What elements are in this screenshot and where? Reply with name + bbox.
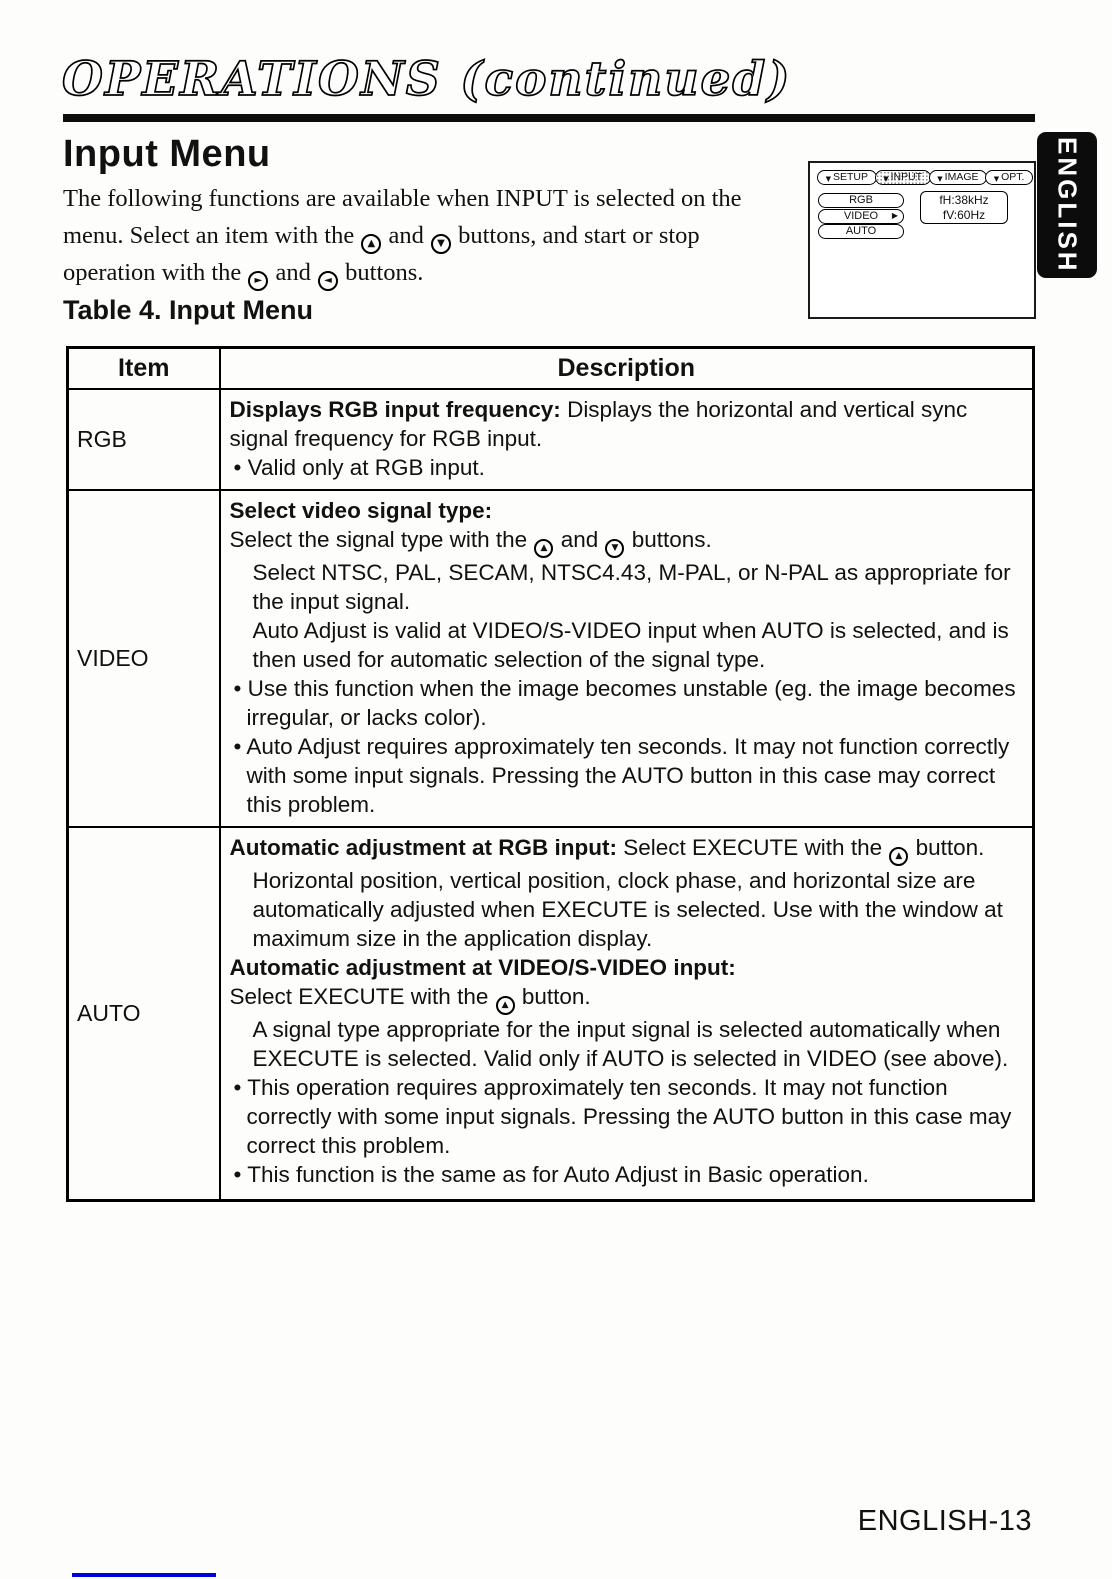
osd-tab-label: OPT. [1001,171,1025,184]
text-run: Auto Adjust requires approximately ten seconds. It may not function correctly with some input signals. Pressing the AUTO button in this case may correct this problem. [246,733,1010,817]
text-run: The following functions are available when INPUT is selected on the menu. Select an item with the [63,185,742,249]
down-arrow-button-icon: ▼ [431,234,451,254]
language-tab-label: ENGLISH [1052,136,1083,274]
page-header-title: OPERATIONS (continued) [62,52,792,107]
description-line [230,1160,1025,1189]
text-run: button. [515,983,591,1009]
text-run: button. [909,834,985,860]
table-row [68,389,1034,490]
text-run: Automatic adjustment at RGB input: [229,834,617,860]
osd-button-video [818,209,904,224]
description-line [230,525,1025,558]
osd-tab-image [929,170,987,185]
scan-artifact-line [72,1573,216,1577]
intro-paragraph [63,180,775,291]
tab-down-arrow-icon: ▼ [937,175,943,183]
osd-button-label: AUTO [845,225,877,237]
description-line [230,1073,1025,1160]
text-run: Displays the horizontal and vertical sync signal frequency for RGB input. [229,396,968,451]
column-header-description: Description [220,348,1034,389]
text-run: Horizontal position, vertical position, clock phase, and horizontal size are automatically adjusted when EXECUTE is selected. Use with the window at maximum size in the application display. [252,867,1003,951]
text-run: Select video signal type: [229,497,493,523]
header-rule [63,114,1035,122]
tab-down-arrow-icon: ▼ [883,175,889,183]
page-number: ENGLISH-13 [857,1505,1032,1537]
text-run: buttons. [339,259,424,286]
item-cell: AUTO [68,827,220,1201]
osd-tab-setup [817,170,877,185]
frequency-line: fV:60Hz [942,207,986,222]
osd-tab-label: IMAGE [944,171,979,184]
bullet-glyph: • [233,733,247,759]
text-run: and [382,222,430,249]
description-line [230,395,1025,453]
text-run: Displays RGB input frequency: [229,396,561,422]
up-arrow-button-icon: ▲ [889,847,908,866]
description-line [230,866,1025,953]
osd-tab-opt [985,170,1033,185]
description-line [230,833,1025,866]
text-run: Use this function when the image becomes unstable (eg. the image becomes irregular, or lacks color). [246,675,1016,730]
left-arrow-button-icon: ◄ [318,271,338,291]
description-line [230,953,1025,982]
osd-button-label: RGB [849,194,873,206]
up-arrow-button-icon: ▲ [496,996,515,1015]
osd-tab-label: SETUP [832,171,868,184]
text-run: Select EXECUTE with the [617,834,889,860]
description-line [230,1015,1025,1073]
osd-tab-input [875,170,931,185]
down-arrow-button-icon: ▼ [605,539,624,558]
text-run: buttons, and start or stop operation with the [63,222,700,286]
description-line [230,616,1025,674]
osd-button-auto [818,224,904,239]
text-run: Select NTSC, PAL, SECAM, NTSC4.43, M-PAL, or N-PAL as appropriate for the input signal. [252,559,1011,614]
column-header-item: Item [68,348,220,389]
tab-down-arrow-icon: ▼ [993,175,1000,183]
up-arrow-button-icon: ▲ [361,234,381,254]
description-cell [220,490,1034,827]
bullet-glyph: • [233,454,248,480]
text-run: A signal type appropriate for the input signal is selected automatically when EXECUTE is selected. Valid only if AUTO is selected in VIDEO (see above). [252,1016,1009,1071]
osd-menu-screenshot [808,161,1036,319]
text-run: This operation requires approximately ten seconds. It may not function correctly with some input signals. Pressing the AUTO button in this case may correct this problem. [246,1074,1012,1158]
table-row [68,827,1034,1201]
table-caption: Table 4. Input Menu [63,295,314,325]
osd-tab-label: INPUT [890,171,923,184]
description-line [230,732,1025,819]
text-run: buttons. [625,526,712,552]
item-cell: VIDEO [68,490,220,827]
frequency-line: fH:38kHz [939,192,989,207]
description-line [230,982,1025,1015]
language-tab [1037,132,1097,278]
text-run: Valid only at RGB input. [247,454,485,480]
section-title: Input Menu [63,133,271,175]
description-line [230,496,1025,525]
right-arrow-icon: ▶ [891,211,898,220]
text-run: and [554,526,605,552]
osd-tab-bar [817,170,1031,185]
text-run: This function is the same as for Auto Adjust in Basic operation. [247,1161,869,1187]
text-run: Automatic adjustment at VIDEO/S-VIDEO input: [229,954,736,980]
text-run: Auto Adjust is valid at VIDEO/S-VIDEO input when AUTO is selected, and is then used for automatic selection of the signal type. [252,617,1009,672]
text-run: Select the signal type with the [229,526,534,552]
bullet-glyph: • [233,675,248,701]
right-arrow-button-icon: ► [248,271,268,291]
text-run: Select EXECUTE with the [229,983,495,1009]
description-line [230,558,1025,616]
table-header-row [68,348,1034,389]
tab-down-arrow-icon: ▼ [825,175,831,183]
bullet-glyph: • [233,1074,248,1100]
text-run: and [269,259,318,286]
description-cell [220,389,1034,490]
input-menu-table [66,346,1035,1202]
bullet-glyph: • [233,1161,248,1187]
description-line [230,453,1025,482]
description-line [230,674,1025,732]
table-row [68,490,1034,827]
osd-frequency-readout [920,191,1008,224]
item-cell: RGB [68,389,220,490]
up-arrow-button-icon: ▲ [534,539,553,558]
description-cell [220,827,1034,1201]
osd-button-rgb [818,193,904,208]
osd-button-label: VIDEO [843,209,879,222]
